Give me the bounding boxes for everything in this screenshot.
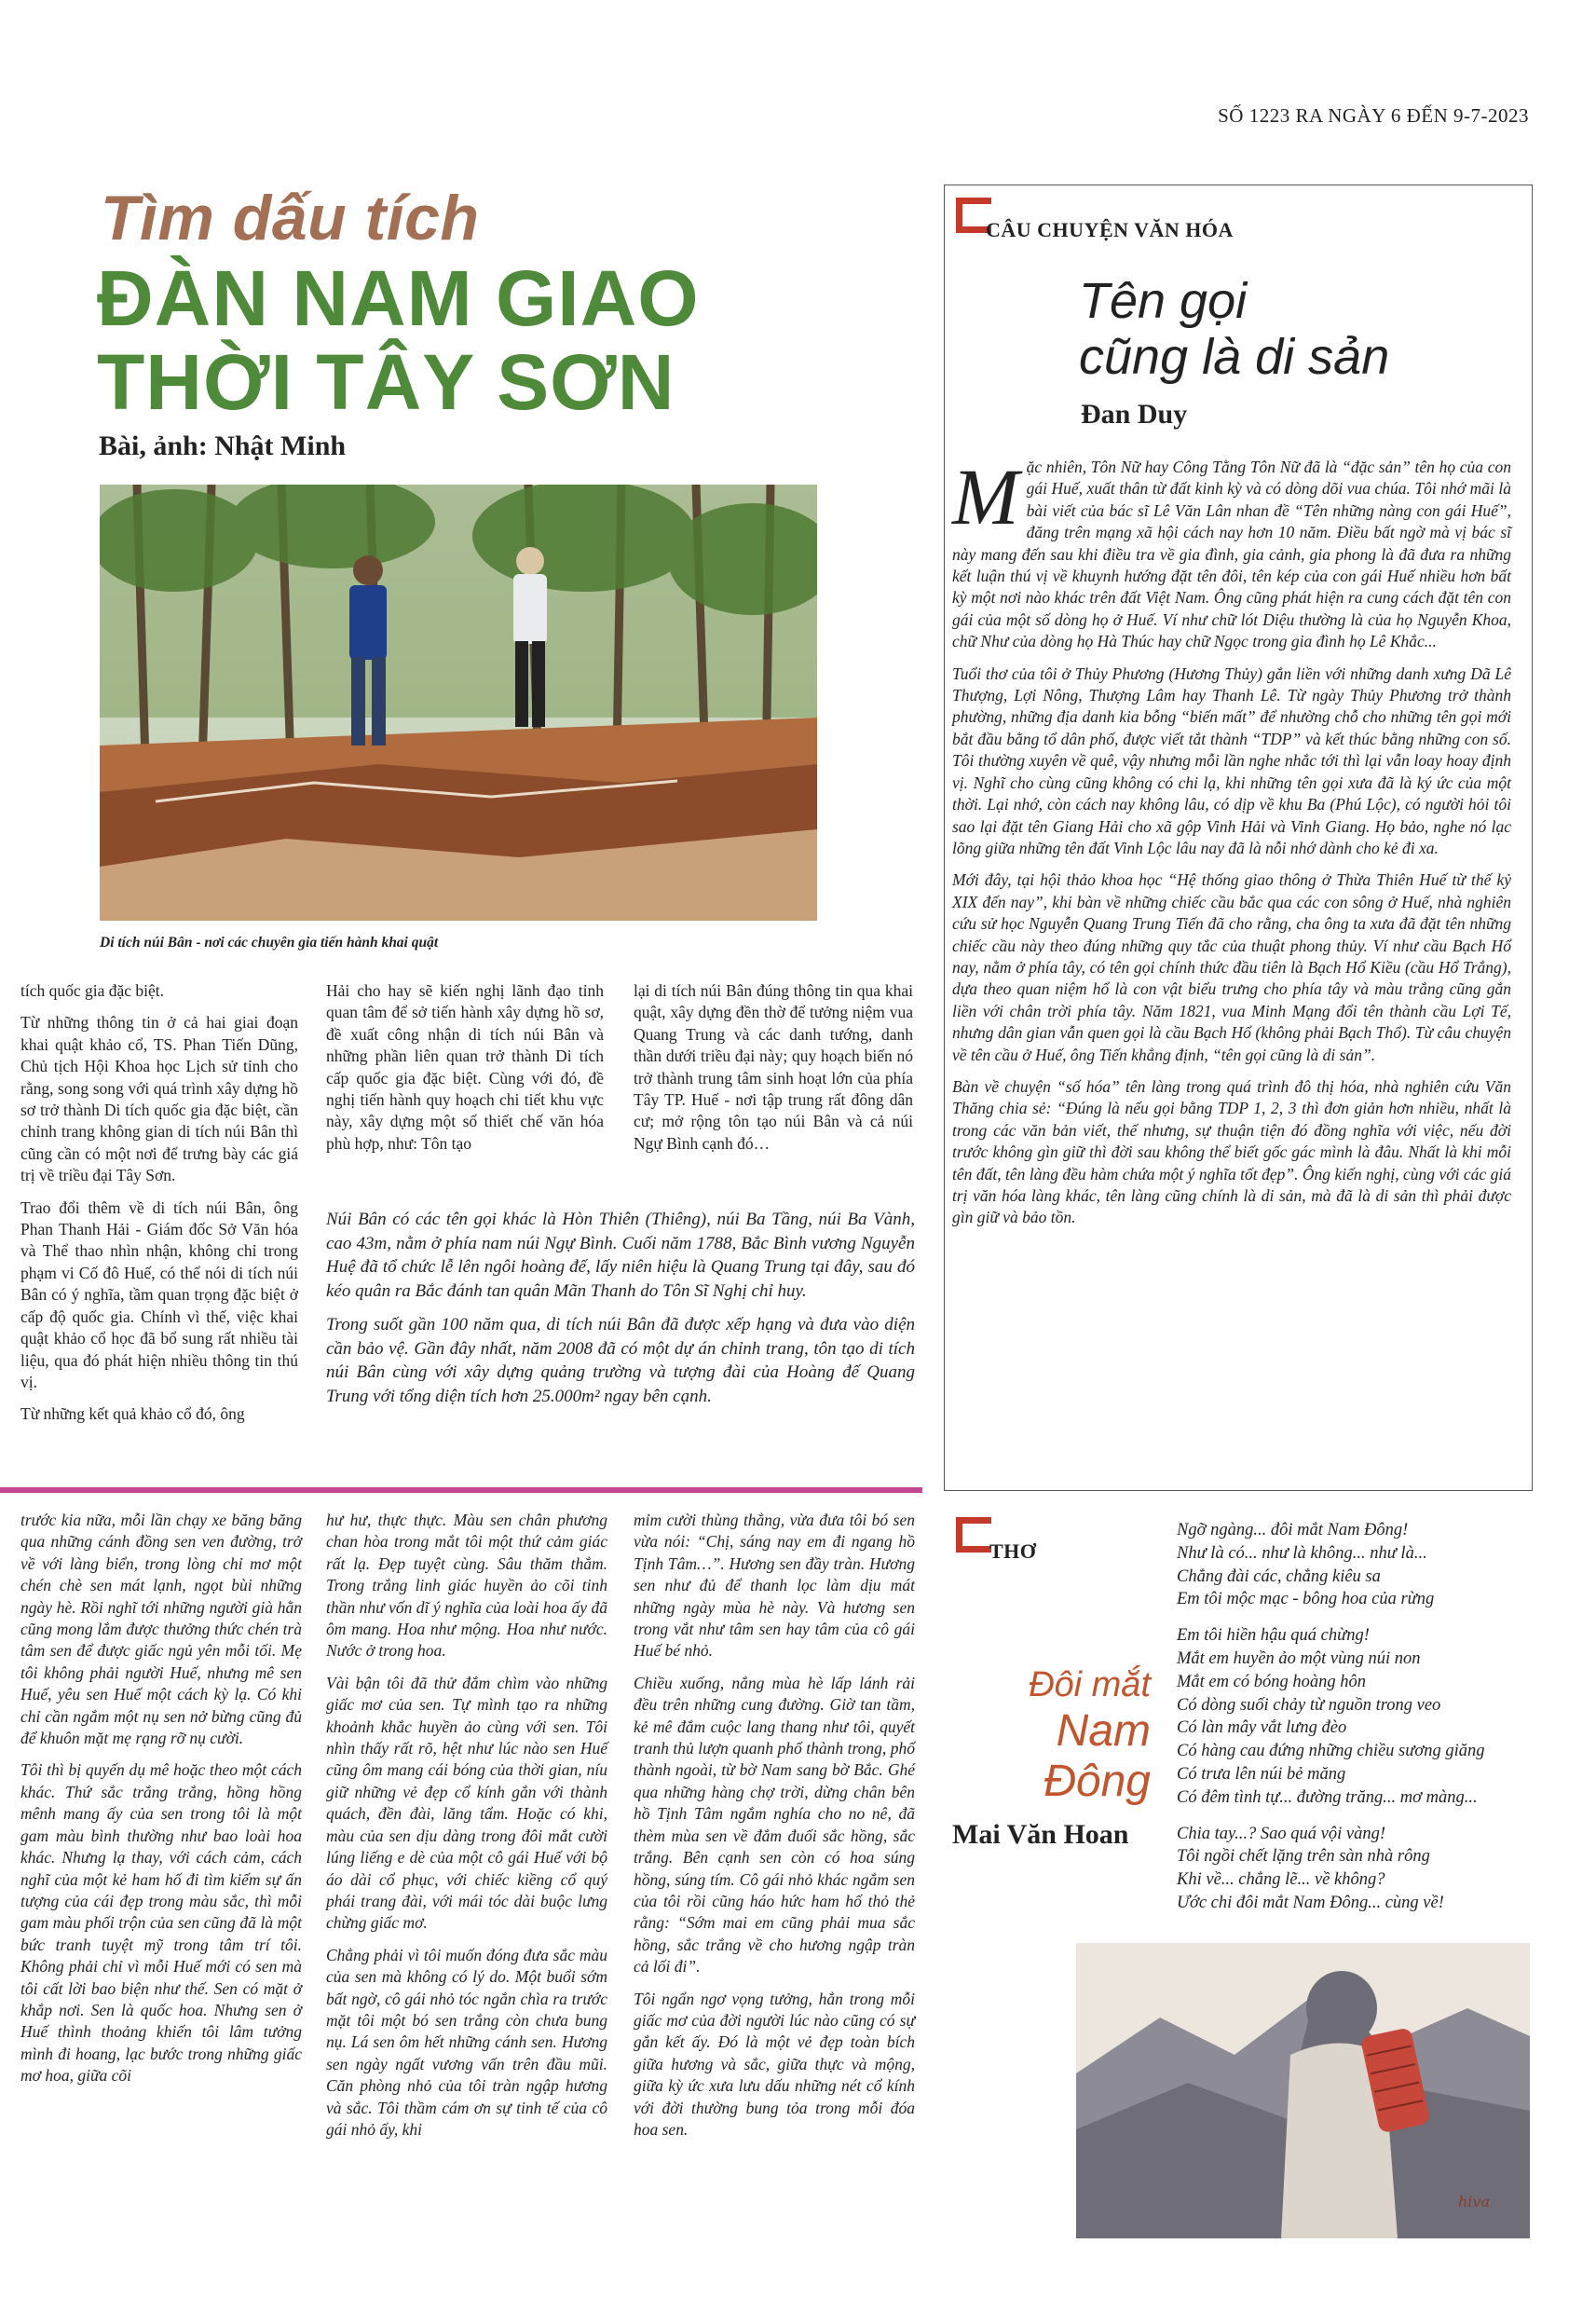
paragraph: hư hư, thực thực. Màu sen chân phương chan hòa trong mắt tôi một thứ cảm giác rất lạ. Đẹp tuyệt cùng. Sâu thăm thẳm. Trong trắng linh giác huyền ảo cõi tinh thần như vốn dĩ ý nghĩa của loài hoa ấy đã ôm mang. Hoa như mộng. Hoa như nước. Nước ở trong hoa. xyxy=(326,1511,607,1661)
stanza xyxy=(1177,1624,1531,1809)
sidebar-title-line-2: cũng là di sản xyxy=(1079,329,1390,385)
section-marker-icon xyxy=(956,1517,991,1553)
section-label-poem: THƠ xyxy=(989,1539,1037,1563)
poem-body xyxy=(1177,1519,1531,1928)
sidebar-body xyxy=(952,452,1511,1239)
poem-line: Em tôi hiền hậu quá chừng! xyxy=(1177,1626,1370,1646)
poem-line: Em tôi mộc mạc - bông hoa của rừng xyxy=(1177,1590,1435,1609)
paragraph: Chiều xuống, nắng mùa hè lấp lánh rải đều trên những cung đường. Giờ tan tầm, kẻ mê đắm cuộc lang thang như tôi, quyết tranh thủ lượn quanh phố thành trong, phố thành ngoài, từ bờ Nam sang bờ Bắc. Ghé qua những hàng chợ trời, dừng chân bên hồ Tịnh Tâm ngắm nghía cho no nê, đã thèm mùa sen về đắm đuối sắc hồng, sắc trắng. Bên cạnh sen còn có hoa súng hồng, súng tím. Cô gái nhỏ khác ngắm sen của tôi rồi cũng háo hức ham hố thỏ thẻ rằng: “Sớm mai em cũng phải mua sắc hồng, sắc trắng về cho hương ngập tràn cả lối đi”. xyxy=(634,1673,915,1977)
section-divider xyxy=(0,1487,922,1493)
issue-date: SỐ 1223 RA NGÀY 6 ĐẾN 9-7-2023 xyxy=(1218,104,1529,127)
poem-line: Có làn mây vắt lưng đèo xyxy=(1177,1718,1347,1738)
essay-column-2 xyxy=(326,1510,607,2151)
poem-title-line-2: Nam xyxy=(1056,1706,1151,1756)
artist-signature: hiva xyxy=(1458,2193,1490,2210)
info-box xyxy=(326,1208,915,1418)
paragraph: Từ những thông tin ở cả hai giai đoạn khai quật khảo cổ, TS. Phan Tiến Dũng, Chủ tịch Hội Khoa học Lịch sử tỉnh cho rằng, song song với quá trình xây dựng hồ sơ trở thành Di tích quốc gia đặc biệt, cần chỉnh trang không gian di tích núi Bân thì cũng cần có một nơi để trưng bày các giá trị về triều đại Tây Sơn. xyxy=(20,1013,298,1185)
poem-line: Mắt em huyền ảo một vùng núi non xyxy=(1177,1648,1421,1668)
poem-line: Có trưa lên núi bẻ măng xyxy=(1177,1764,1346,1784)
section-label-culture: CÂU CHUYỆN VĂN HÓA xyxy=(986,218,1234,241)
poem-title-line-3: Đông xyxy=(1044,1757,1151,1806)
paragraph: ặc nhiên, Tôn Nữ hay Công Tằng Tôn Nữ đã là “đặc sản” tên họ của con gái Huế, xuất thân từ đất kinh kỳ và có dòng dõi vua chúa. Tôi nhớ mãi là bài viết của bác sĩ Lê Văn Lân nhan đề “Tên những nàng con gái Huế”, đăng trên mạng xã hội cách nay hơn 10 năm. Điều bất ngờ mà vị bác sĩ này mang đến sau khi điều tra về gia đình, gia cảnh, gia phong là đã đưa ra những kết luận thú vị về khuynh hướng đặt tên đôi, tên kép của con gái Huế nhiều hơn bất kỳ một nơi nào khác trên đất Việt Nam. Ông cũng phát hiện ra cung cách đặt tên con gái của một số dòng họ ở Huế. Ví như chữ lót Diệu thường là của họ Nguyễn Khoa, chữ Như của dòng họ Hà Thúc hay chữ Ngọc trong gia đình họ Lê Khắc... xyxy=(952,458,1511,651)
article-column-2 xyxy=(326,980,604,1165)
article-byline: Bài, ảnh: Nhật Minh xyxy=(99,431,347,461)
sidebar-author: Đan Duy xyxy=(1081,399,1188,430)
paragraph: Trao đổi thêm về di tích núi Bân, ông Phan Thanh Hải - Giám đốc Sở Văn hóa và Thể thao nhìn nhận, không chỉ trong phạm vi Cố đô Huế, có thể nói di tích núi Bân có ý nghĩa, tầm quan trọng đặc biệt ở cấp độ quốc gia. Chính vì thế, việc khai quật khảo cổ học đã bổ sung rất nhiều tài liệu, qua đó phát hiện nhiều thông tin thú vị. xyxy=(20,1197,298,1391)
poem-title-line-1: Đôi mắt xyxy=(1029,1665,1151,1704)
paragraph: lại di tích núi Bân đúng thông tin qua khai quật, xây dựng đền thờ để tưởng niệm vua Quang Trung và các danh tướng, danh thần dưới triều đại này; quy hoạch biến nó trở thành trung tâm sinh hoạt lớn của phía Tây TP. Huế - nơi tập trung rất đông dân cư; mở rộng tôn tạo núi Bân và cả núi Ngự Bình cạnh đó… xyxy=(634,981,913,1153)
paragraph: Tôi ngẩn ngơ vọng tưởng, hẳn trong mỗi giấc mơ của đời người lúc nào cũng có sự gắn kết ấy. Đó là một vẻ đẹp toàn bích giữa hương và sắc, giữa thực và mộng, giữa kỳ ức xưa lưu dấu những nét cổ kính với đời thường bung tỏa trong mỗi đóa hoa sen. xyxy=(634,1989,915,2139)
poem-line: Có đêm tình tự... đường trăng... mơ màng... xyxy=(1177,1787,1478,1807)
poem-line: Ngỡ ngàng... đôi mắt Nam Đông! xyxy=(1177,1521,1409,1539)
article-title-line-2: THỜI TÂY SƠN xyxy=(97,338,675,426)
poem-line: Ước chi đôi mắt Nam Đông... cùng về! xyxy=(1177,1893,1444,1912)
stanza xyxy=(1177,1519,1531,1611)
poem-line: Mắt em có bóng hoàng hôn xyxy=(1177,1672,1366,1691)
paragraph: Từ những kết quả khảo cổ đó, ông xyxy=(20,1404,245,1424)
paragraph: trước kia nữa, mỗi lần chạy xe băng băng qua những cánh đồng sen ven đường, trở về với làng biển, trong lòng chỉ mơ một chén chè sen mát lạnh, ngọt bùi những ngày hè. Rồi nghĩ tới những người già hằn cũng mong lắm được thưởng thức chén trà tâm sen để được giấc ngủ yên mỗi tối. Mẹ tôi không phải người Huế, nhưng mê sen Huế, yêu sen Huế một cách kỳ lạ. Có khi chỉ cần ngắm một nụ sen nở bừng cũng đủ để khuôn mặt mẹ rạng rỡ nụ cười. xyxy=(20,1511,302,1748)
paragraph: tích quốc gia đặc biệt. xyxy=(20,981,165,1000)
article-title-line-1: ĐÀN NAM GIAO xyxy=(97,254,700,342)
drop-cap: M xyxy=(952,452,1019,541)
paragraph: Tôi thì bị quyến dụ mê hoặc theo một cách khác. Thứ sắc trắng trắng, hồng hồng mênh mang ấy của sen trong tôi là một gam màu bình thường như bao loài hoa khác. Nhưng lạ thay, với cách cảm, cách nghĩ của một kẻ ham hố đi tìm kiếm sự ấn tượng của cái đẹp trong màu sắc, thì mỗi gam màu phối trộn của sen cũng đã là một bức tranh tuyệt mỹ trong tâm trí tôi. Không phải chỉ vì mỗi Huế mới có sen mà tôi cất lời bao biện như thế. Sen có mặt ở khắp nơi. Sen là quốc hoa. Nhưng sen ở Huế thình thoảng khiến tôi lâm tưởng mình đi hoang, lạc bước trong những giấc mơ hoa, giữa cõi xyxy=(20,1760,302,2086)
paragraph: Mới đây, tại hội thảo khoa học “Hệ thống giao thông ở Thừa Thiên Huế từ thế kỷ XIX đến nay”, khi bàn về những chiếc cầu bắc qua các con sông ở Huế, nhà nghiên cứu sử học Nguyễn Quang Trung Tiến đã cho rằng, cha ông ta xưa đã đặt tên những chiếc cầu này theo đúng những quy tắc của thuật phong thủy. Ví như cầu Bạch Hổ nay, nằm ở phía tây, có tên gọi chính thức đầu tiên là Bạch Hổ Kiều (cầu Hổ Trắng), dựa theo quan niệm hổ là con vật biểu trưng cho phía tây và màu trắng cũng gắn liền với chân trời phía tây. Năm 1821, vua Minh Mạng đổi tên thành cầu Lợi Tế, nhưng dân gian vẫn quen gọi là cầu Bạch Hổ (không phải Bạch Thổ). Từ câu chuyện về tên cầu ở Huế, ông Tiến khẳng định, “tên gọi cũng là di sản”. xyxy=(952,870,1511,1064)
article-column-1 xyxy=(20,980,298,1436)
poem-line: Có dòng suối chảy từ nguồn trong veo xyxy=(1177,1695,1441,1715)
poem-line: Tôi ngồi chết lặng trên sàn nhà rông xyxy=(1177,1847,1430,1867)
info-paragraph: Núi Bân có các tên gọi khác là Hòn Thiên (Thiêng), núi Ba Tầng, núi Ba Vành, cao 43m, nằm ở phía nam núi Ngự Bình. Cuối năm 1788, Bắc Bình vương Nguyễn Huệ đã tổ chức lễ lên ngôi hoàng đế, lấy niên hiệu là Quang Trung tại đây, sau đó kéo quân ra Bắc đánh tan quân Mãn Thanh do Tôn Sĩ Nghị chỉ huy. xyxy=(326,1210,915,1301)
info-paragraph: Trong suốt gần 100 năm qua, di tích núi Bân đã được xếp hạng và đưa vào diện cần bảo vệ. Gần đây nhất, năm 2008 đã có một dự án chỉnh trang, tôn tạo di tích núi Bân cùng với xây dựng quảng trường và tượng đài của Hoàng đế Quang Trung với tổng diện tích hơn 25.000m² ngay bên cạnh. xyxy=(326,1315,915,1406)
paragraph: mỉm cười thùng thẳng, vừa đưa tôi bó sen vừa nói: “Chị, sáng nay em đi ngang hồ Tịnh Tâm…”. Hương sen đầy tràn. Hương sen như đủ để thanh lọc làm dịu mát những ngày mùa hè này. Và hương sen trong vắt như tâm sen hay tâm của cô gái Huế bé nhỏ. xyxy=(634,1511,915,1661)
photo-caption: Di tích núi Bân - nơi các chuyên gia tiến hành khai quật xyxy=(100,935,439,951)
sidebar-title-line-1: Tên gọi xyxy=(1079,273,1248,329)
poem-line: Chia tay...? Sao quá vội vàng! xyxy=(1177,1824,1386,1843)
poem-author: Mai Văn Hoan xyxy=(952,1819,1129,1850)
essay-column-3 xyxy=(634,1510,915,2151)
essay-column-1 xyxy=(20,1510,302,2098)
stanza xyxy=(1177,1823,1531,1915)
paragraph: Bàn về chuyện “số hóa” tên làng trong quá trình đô thị hóa, nhà nghiên cứu Văn Thăng chia sẻ: “Đúng là nếu gọi bằng TDP 1, 2, 3 thì đơn giản hơn nhiều, nhất là trong các văn bản viết, thế nhưng, sự thuận tiện đó đồng nghĩa với việc, nếu đời trước không gìn giữ thì đời sau không thể biết gốc gác mình là đâu. Nhất là khi mỗi tên đất, tên làng đều hàm chứa một ý nghĩa tốt đẹp”. Ông kiến nghị, cùng với các giá trị văn hóa làng khác, tên làng cũng chính là di sản, mà đã là di sản thì phải được gìn giữ và bảo tồn. xyxy=(952,1076,1511,1227)
paragraph: Hải cho hay sẽ kiến nghị lãnh đạo tỉnh quan tâm để sở tiến hành xây dựng hồ sơ, đề xuất công nhận di tích núi Bân và những phần liên quan trở thành Di tích cấp quốc gia đặc biệt. Cùng với đó, đề nghị tiến hành quy hoạch chi tiết khu vực này, xây dựng một số thiết chế văn hóa phù hợp, như: Tôn tạo xyxy=(326,981,604,1153)
poem-illustration xyxy=(1076,1943,1530,2238)
paragraph: Chẳng phải vì tôi muốn đóng đưa sắc màu của sen mà không có lý do. Một buổi sớm bất ngờ, cô gái nhỏ tóc ngắn chìa ra trước mặt tôi một bó sen trắng còn chưa bung nụ. Lá sen ôm hết những cánh sen. Hương sen ngày ngất vương vấn trên đầu mũi. Căn phòng nhỏ của tôi tràn ngập hương và sắc. Tôi thầm cám ơn sự tinh tế của cô gái nhỏ ấy, khi xyxy=(326,1945,607,2139)
poem-line: Như là có... như là không... như là... xyxy=(1177,1543,1427,1563)
paragraph: Vài bận tôi đã thử đắm chìm vào những giấc mơ của sen. Tự mình tạo ra những khoảnh khắc huyền ảo cùng với sen. Tôi nhìn thấy rất rõ, hệt như lúc nào sen Huế cũng ôm mang cái bóng của thời gian, níu giữ những vẻ đẹp cổ kính gắn với thành quách, đền đài, lăng tẩm. Hoặc có khi, màu của sen dịu dàng trong đôi mắt cười lúng liếng e dè của một cô gái Huế với bộ áo dài cổ phục, với chiếc kiềng cổ quý phái trang đài, với mái tóc dài buộc lưng chừng giấc mơ. xyxy=(326,1673,607,1933)
poem-line: Khi về... chẳng lẽ... về không? xyxy=(1177,1870,1385,1890)
poem-line: Có hàng cau đứng những chiều sương giăng xyxy=(1177,1742,1485,1761)
paragraph: Tuổi thơ của tôi ở Thủy Phương (Hương Thủy) gắn liền với những danh xưng Dã Lê Thượng, Lợi Nông, Thượng Lâm hay Thanh Lê. Từ ngày Thủy Phương trở thành phường, những địa danh kia bỗng “biến mất” để nhường chỗ cho những tên gọi mới bắt đầu bằng tổ dân phố, được viết tắt thành “TDP” và kết thúc bằng những con số. Tôi thường xuyên về quê, vậy nhưng mỗi lần nghe nhắc tới thì lại vẫn loay hoay định vị. Nghĩ cho cùng cũng không có chi lạ, khi những tên gọi xưa đã là ký ức của một thời. Lại nhớ, còn cách nay không lâu, có dịp về khu Ba (Phú Lộc), có người hỏi tôi sao lại đặt tên Giang Hải cho xã gộp Vinh Hải và Vinh Giang. Họ bảo, nghe nó lạc lõng giữa những tên đất Vinh Lộc lâu nay đã là nỗi nhớ dành cho kẻ đi xa. xyxy=(952,664,1511,857)
article-kicker: Tìm dấu tích xyxy=(101,183,480,253)
excavation-photo xyxy=(100,485,817,921)
article-column-3 xyxy=(634,980,913,1165)
poem-line: Chẳng đài các, chẳng kiêu sa xyxy=(1177,1566,1381,1586)
